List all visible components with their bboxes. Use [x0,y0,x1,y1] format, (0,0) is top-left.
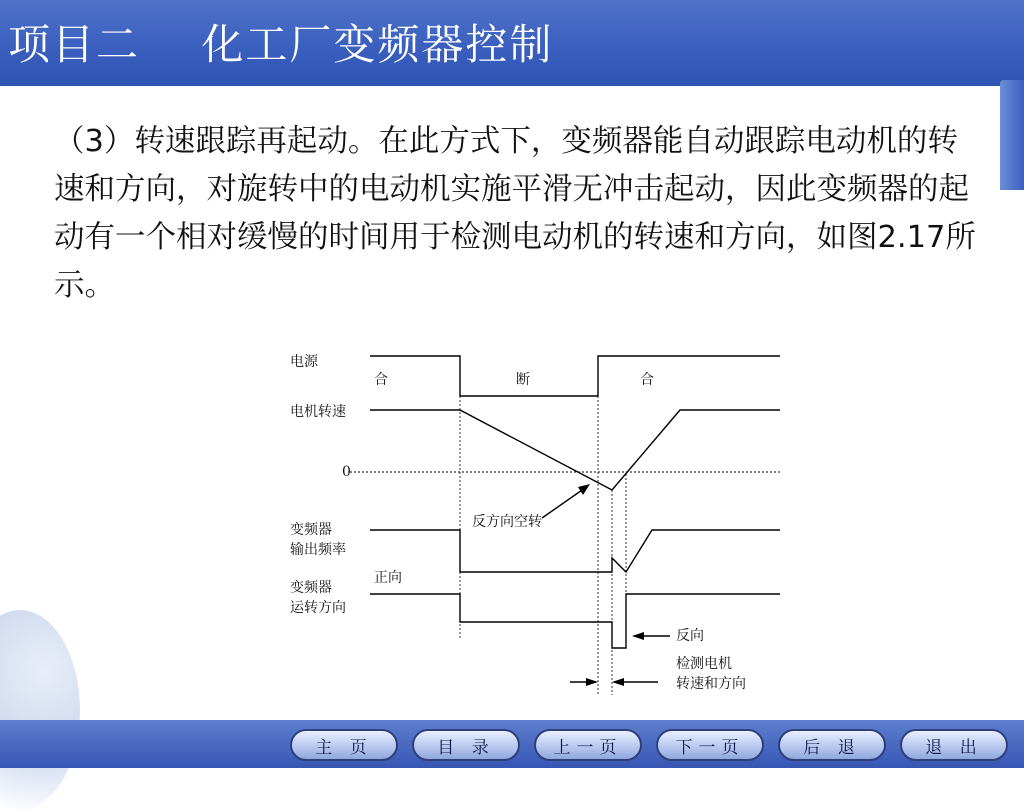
label-close-1: 合 [374,372,388,388]
vfd-frequency-trace [370,530,780,572]
reverse-idle-arrowhead [578,484,590,495]
nav-buttons [290,729,1008,761]
timing-diagram-svg [280,340,800,700]
reverse-idle-arrow [542,488,585,518]
back-button[interactable]: 后 退 [778,729,886,761]
body-paragraph: （3）转速跟踪再起动。在此方式下，变频器能自动跟踪电动机的转速和方向，对旋转中的电动机实施平滑无冲击起动，因此变频器的起动有一个相对缓慢的时间用于检测电动机的转速和方向，如图2.17所示。 [54,124,976,303]
label-vfd-dir-2: 运转方向 [290,600,346,616]
detect-arrowhead-left [586,678,598,686]
home-button[interactable]: 主 页 [290,729,398,761]
decorative-stripe [1000,80,1024,190]
title-bar [0,0,1024,86]
label-vfd-freq-1: 变频器 [290,522,332,538]
label-zero: 0 [342,464,351,480]
label-vfd-freq-2: 输出频率 [290,542,346,558]
detect-arrowhead-right [612,678,624,686]
prev-page-button[interactable]: 上一页 [534,729,642,761]
timing-diagram [280,340,800,700]
label-reverse: 反向 [676,628,704,644]
label-detect-1: 检测电机 [676,656,732,672]
label-forward: 正向 [374,570,402,586]
exit-button[interactable]: 退 出 [900,729,1008,761]
slide-title: 项目二 化工厂变频器控制 [8,20,554,69]
label-reverse-idle: 反方向空转 [472,514,542,530]
power-trace [370,356,780,396]
label-power: 电源 [290,354,318,370]
label-open: 断 [516,372,530,388]
label-motor-speed: 电机转速 [290,404,346,420]
motor-speed-trace [370,410,780,490]
contents-button[interactable]: 目 录 [412,729,520,761]
vfd-direction-trace [370,594,780,648]
label-detect-2: 转速和方向 [676,676,746,692]
decorative-swirl [0,610,80,810]
label-vfd-dir-1: 变频器 [290,580,332,596]
label-close-2: 合 [640,372,654,388]
next-page-button[interactable]: 下一页 [656,729,764,761]
reverse-pointer-arrowhead [632,632,644,640]
